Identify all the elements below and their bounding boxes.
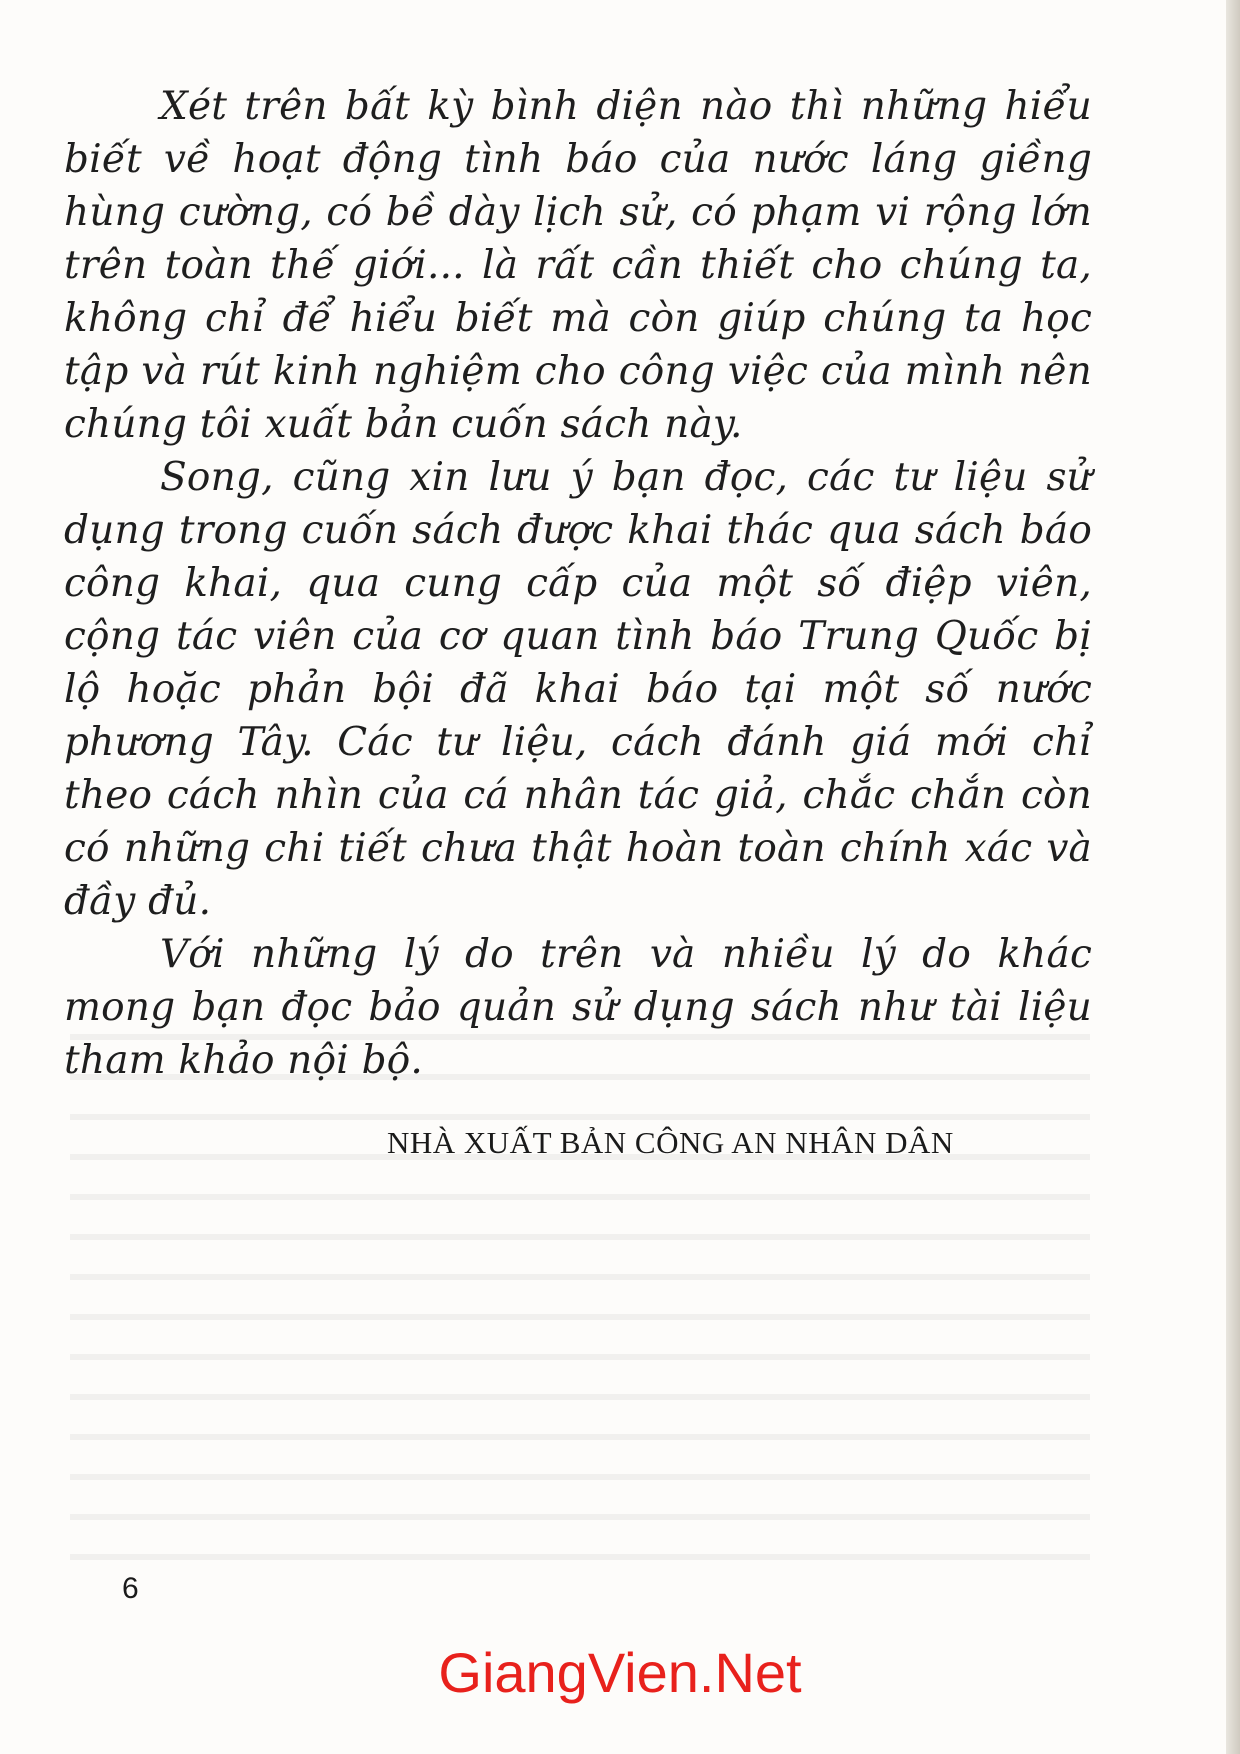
paragraph-1: Xét trên bất kỳ bình diện nào thì những hiểu biết về hoạt động tình báo của nước láng giềng hùng cường, có bề dày lịch sử, có phạm vi rộng lớn trên toàn thế giới... là rất cần thiết cho chúng ta, không chỉ để hiểu biết mà còn giúp chúng ta học tập và rút kinh nghiệm cho công việc của mình nên chúng tôi xuất bản cuốn sách này. <box>64 84 1092 447</box>
watermark-text: GiangVien.Net <box>438 1641 802 1704</box>
body-text <box>64 80 1092 1087</box>
page-edge <box>1226 0 1240 1754</box>
page-number: 6 <box>122 1572 139 1605</box>
publisher-signature: NHÀ XUẤT BẢN CÔNG AN NHÂN DÂN <box>387 1125 954 1160</box>
paragraph-3: Với những lý do trên và nhiều lý do khác mong bạn đọc bảo quản sử dụng sách như tài liệu tham khảo nội bộ. <box>64 932 1092 1083</box>
paragraph-2: Song, cũng xin lưu ý bạn đọc, các tư liệu sử dụng trong cuốn sách được khai thác qua sách báo công khai, qua cung cấp của một số điệp viên, cộng tác viên của cơ quan tình báo Trung Quốc bị lộ hoặc phản bội đã khai báo tại một số nước phương Tây. Các tư liệu, cách đánh giá mới chỉ theo cách nhìn của cá nhân tác giả, chắc chắn còn có những chi tiết chưa thật hoàn toàn chính xác và đầy đủ. <box>64 455 1092 924</box>
